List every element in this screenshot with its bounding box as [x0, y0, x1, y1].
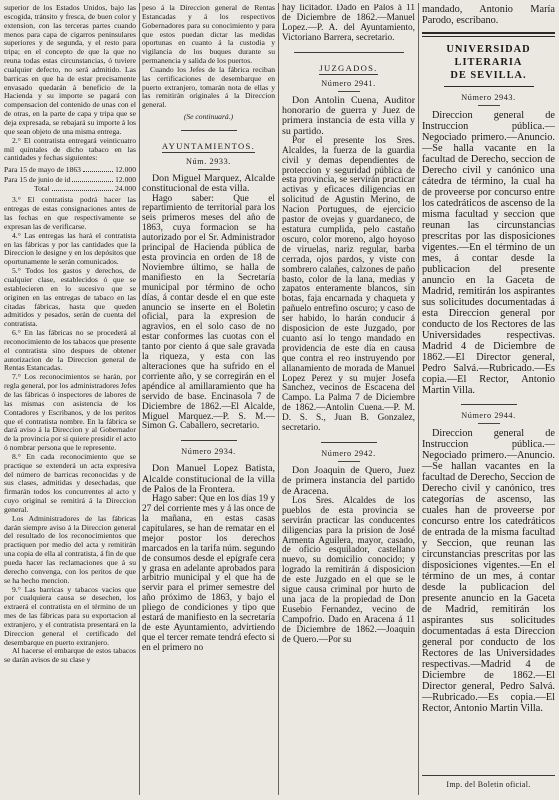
paragraph: superior de los Estados Unidos, bajo las escogida, tránsito y fresca, de buen color y extension, con las terceras partes cuando menos para capa de cigarros peninsulares superiores y de segunda, y el resto para tripa; en el concepto de que la que no reuna todas estas circunstancias, ó tuviere cualquier defecto, no será admitido. Las barricas en que ha de estar precisamente envasado quedarán á beneficio de la Hacienda y su importe se pagará con compensacion del contenido de unas con el de otras, en la parte de capa y tripa que se deja expresada, se rebajará su importe á los que sean objeto de una misma entrega. [4, 4, 136, 136]
paragraph: 7.° Los reconocimientos se harán, por regla general, por los administradores Jefes de las fábricas ó inspectores de labores de las mismas con asistencia de los Contadores y Escribanos, y de los peritos que el contratista nombre. En la fábrica se dará aviso á la Direccion y al Gobernador de la provincia por si quiere presidir el acto ó nombrar persona que le represente. [4, 372, 136, 453]
continued-text [142, 4, 275, 122]
printer-imprint: Imp. del Boletin oficial. [422, 775, 555, 796]
section-heading [282, 63, 415, 73]
separator-rule [294, 52, 404, 53]
column-4 [422, 4, 555, 796]
paragraph: Los Administradores de las fábricas darán siempre aviso á la Direccion general del resultado de los reconocimientos que practiquen por medio del acta y remitirán una copia de ella al contratista, á fin de que pueda hacer las reclamaciones que á su derecho convenga, con los peritos de que se ha hecho mencion. [4, 513, 136, 585]
column-rule [418, 3, 419, 795]
column-2 [142, 4, 275, 796]
notice [282, 449, 415, 645]
schedule-date: Para 15 de junio de id [4, 174, 71, 184]
schedule-row [4, 175, 136, 184]
notice-number: Número 2941. [282, 79, 415, 92]
paragraph: 4.° Las entregas las hará el contratista en las fábricas y por las cantidades que la Direccion le designe y en los depósitos que oportunamente le serán comunicados. [4, 230, 136, 267]
notice-issuer: Don Joaquin de Quero, Juez de primera instancia del partido de Aracena. [282, 465, 415, 497]
paragraph: 5.° Todos los gastos y derechos, de cualquier clase, establecidos ó que se establecieren en lo sucesivo que se originen en las entregas de tabaco en las citadas fábricas, hasta que queden admitidos y pesados, serán de cuenta del contratista. [4, 266, 136, 329]
paragraph: Al hacerse el embarque de estos tabacos se darán avisos de su clase y [4, 646, 136, 665]
schedule-total-row [4, 184, 136, 193]
paragraph: 6.° En las fábricas no se procederá al reconocimiento de los tabacos que presente el contratista sino despues de obtener autorizacion de la Direccion general de Rentas Estancadas. [4, 328, 136, 373]
separator-rule [181, 130, 237, 131]
notice [142, 447, 275, 653]
schedule-row [4, 165, 136, 174]
column-rule [278, 3, 279, 795]
dot-leader [83, 171, 113, 172]
separator-rule [321, 442, 377, 443]
paragraph: peso á la Direccion general de Rentas Estancadas y á los respectivos Gobernadores para su conocimiento y para que estos puedan dictar las medidas oportunas en cuanto á la custodia y vigilancia de los buques durante su permanencia y salida de los puertos. [142, 4, 275, 66]
double-rule [422, 32, 555, 37]
schedule-date: Para 15 de mayo de 1863 [4, 165, 81, 175]
section-title-line: UNIVERSIDAD LITERARIA [446, 44, 531, 68]
notice-number: Número 2934. [142, 447, 275, 460]
notice-body: Direccion general de Instruccion pública.—Negociado primero.—Anuncio.—Se hallan vacantes en la facultad de Derecho, Seccion de Derecho civil y canónico, tres categorías de ascenso, las cuales han de proveerse por concurso entre los catedráticos de entrada de la misma facultad y Seccion, que reunan las circunstancias prescritas por las disposiciones vigentes.—En el término de un mes, á contar desde la publicacion del presente anuncio en la Gaceta de Madrid, remitirán los aspirantes sus solicitudes documentadas á esta Direccion general por conducto de los Rectores de las Universidades respectivas.—Madrid 4 de Diciembre de 1862.—El Director general, Pedro Salvá.—Rubricado.—Es copia.—El Rector, Antonio Martin Villa. [422, 428, 555, 714]
notice-number: Número 2944. [422, 411, 555, 424]
separator-rule [461, 404, 517, 405]
dot-leader [52, 190, 114, 191]
column-1 [4, 4, 136, 796]
section-title: JUZGADOS. [319, 62, 378, 73]
notice [422, 411, 555, 714]
section-title-line: DE SEVILLA. [450, 70, 527, 81]
notice [422, 93, 555, 396]
notice-number: Núm. 2933. [142, 157, 275, 170]
dot-leader [72, 181, 113, 182]
notice-body: Por el presente los Sres. Alcaldes, la fuerza de la guardia civil y demas dependientes de proteccion y seguridad pública de esta provincia, se servirán practicar activas y eficaces diligencias en solicitud de Agustin Merino, de Nacion Portugues, de ejercicio pastor de ovejas y guardaneco, de estatura cumplida, pelo castaño oscuro, color moreno, algo hoyoso de viruelas, nariz regular, barba cerrada, ojos pardos, y viste con sombrero calañes, calzones de paño basto, color de la lana, medias y zapatos enteramente blancos, sin botas, faja encarnada y chaqueta y pañuelo entrefino oscuro; y caso de ser habido, lo harán conducir á disposicion de este Juzgado, por cuanto así lo tengo mandado en providencia de este día en causa que contra el reo instruyendo por allanamiento de morada de Manuel Lopez Perez y su mujer Josefa Sanchez, vecinos de Escacena del Campo. La Palma 7 de Diciembre de 1862.—Antolin Cuena.—P. M. D. S. S., Juan B. Gonzalez, secretario. [282, 135, 415, 434]
section-heading [142, 141, 275, 151]
paragraph: 9.° Las barricas y tabacos vacíos que por cualquiera causa se desechen, los extraerá el contratista en el término de un mes de las fábricas para su exportacion al extranjero, y el contratista presentará en la Direccion general el certificado del desembarque en puerto extranjero. [4, 584, 136, 647]
schedule-amount: 12.000 [115, 174, 136, 184]
notice-body: Hago saber: Que en los días 19 y 27 del corriente mes y á las once de la mañana, en estas casas capitulares, se han de rematar en el mejor postor los derechos marcados en la tarifa núm. segundo de consumos desde el epígrafe cera y grasa en adelante aprobados para arbitrio municipal y el que ha de servir para el primer semestre del año próximo de 1863, y bajo el pliego de condiciones y tipo que estará de manifiesto en la secretaría de este Ayuntamiento, advirtiendo que el tercer remate tendrá efecto si en el primero no [142, 494, 275, 653]
paragraph: Cuando los Jefes de la fábrica reciban las certificaciones de desembarque en puerto extranjero, tomarán nota de ellas y las remitirán originales á la Direccion general. [142, 64, 275, 110]
notice-number: Número 2942. [282, 449, 415, 462]
notice-issuer: Don Miguel Marquez, Alcalde constitucional de esta villa. [142, 172, 275, 195]
section-title: AYUNTAMIENTOS. [161, 140, 256, 151]
notice-body: Direccion general de Instruccion pública.—Negociado primero.—Anuncio.—Se halla vacante en la facultad de Derecho, seccion de Derecho civil y canónico una cátedra de término, la cual ha de proveerse por concurso entre los catedráticos de ascenso de la misma facultad y seccion que reunan las circunstancias prescritas por las disposiciones vigentes.—En el término de un mes, á contar desde la publicacion del presente anuncio en la Gaceta de Madrid, remitirán los aspirantes sus solicitudes documentadas á esta Direccion general por conducto de los Rectores de las Universidades respectivas. Madrid 4 de Diciembre de 1862.—El Director general, Pedro Salvá.—Rubricado.—Es copia.—El Rector, Antonio Martin Villa. [422, 110, 555, 396]
separator-rule [444, 86, 534, 87]
notice [282, 79, 415, 434]
paragraph: mandado, Antonio María Parodo, escribano. [422, 4, 555, 26]
paragraph: 2.° El contratista entregará veinticuatro mil quintales de dicho tabaco en las cantidades y fechas siguientes: [4, 135, 136, 163]
column-3 [282, 4, 415, 796]
notice-body: Hago saber: Que el repartimiento de territorial para los seis primeros meses del año de 1863, cuya formacion se ha autorizado por el Sr. Administrador principal de Hacienda pública de esta provincia en orden de 18 de Noviembre último, se halla de manifiesto en la Secretaría municipal por término de ocho días, á contar desde el en que este anuncio se inserte en el Boletin oficial, para la expresion de agravios, en el solo caso de no estar conformes las cuotas con el tanto por ciento á que sale gravada la riqueza, y esta con las alteraciones que ha sufrido en el corriente año, y se corregirán en el apéndice al amillaramiento que ha servido de base. Encinasola 7 de Diciembre de 1862.—El Alcalde, Miguel Marquez.—P. S. M.—Simon G. Caballero, secretario. [142, 193, 275, 432]
notice [142, 157, 275, 432]
column-rule [139, 3, 140, 795]
section-heading [422, 43, 555, 82]
schedule-amount: 12.000 [115, 165, 136, 175]
continues-note: (Se continuará.) [183, 112, 234, 122]
schedule-total-label: Total [34, 184, 50, 193]
paragraph: 8.° En cada reconocimiento que se practique se extenderá un acta expresiva del número de barricas reconocidas y de sus clases, admitidas y desechadas, que firmarán todos los concurrentes al acto y cuyo original se remitirá á la Direccion general. [4, 451, 136, 514]
notice-issuer: Don Manuel Lopez Batista, Alcalde constitucional de la villa de Palos de la Frontera. [142, 463, 275, 495]
separator-rule [181, 440, 237, 441]
paragraph: 3.° El contratista podrá hacer las entregas de estas consignaciones antes de las fechas en que respectivamente se expresan las de verificarse. [4, 195, 136, 231]
notice-number: Número 2943. [422, 93, 555, 106]
delivery-schedule [4, 165, 136, 193]
paragraph: hay licitador. Dado en Palos á 11 de Diciembre de 1862.—Manuel Lopez.—P. A. del Ayuntamiento, Victoriano Barrera, secretario. [282, 4, 415, 43]
schedule-total-amount: 24.000 [115, 184, 136, 193]
notice-body: Los Sres. Alcaldes de los pueblos de esta provincia se servirán practicar las conducentes diligencias para la prision de José Armenta Aguilera, mayor, casado, de oficio esquilador, castellano nuevo, su domicilio conocido; y logrado la remitirán á disposicion de este Juzgado en el que se le sigue causa criminal por hurto de una jaca de la propiedad de Don Eusebio Fernandez, vecino de Campofrio. Dado en Aracena á 11 de Diciembre de 1862.—Joaquin de Quero.—Por su [282, 495, 415, 645]
notice-issuer: Don Antolin Cuena, Auditor honorario de guerra y Juez de primera instancia de esta villa y su partido. [282, 94, 415, 137]
